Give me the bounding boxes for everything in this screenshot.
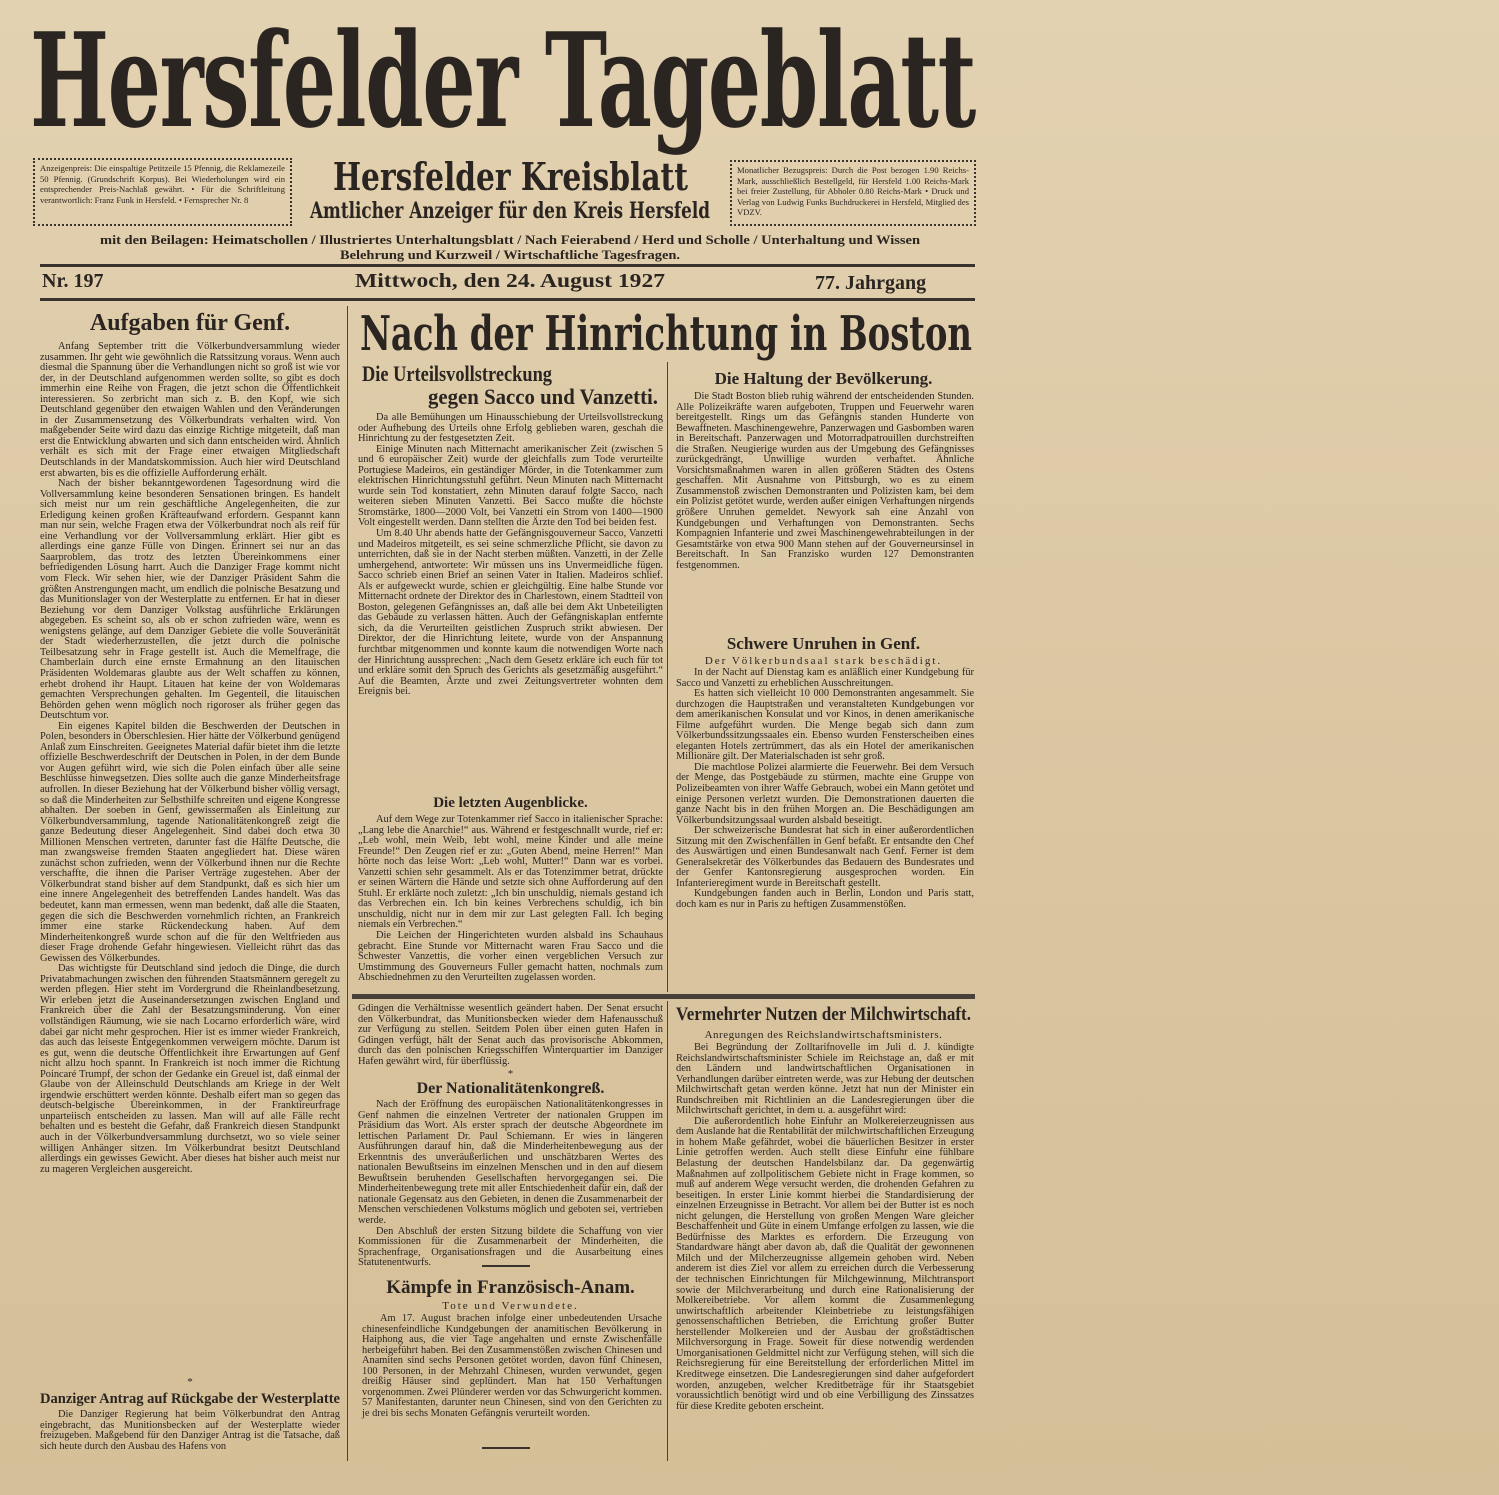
issue-number: Nr. 197	[42, 270, 104, 292]
advertising-price-box: Anzeigenpreis: Die einspaltige Petitzeile 15 Pfennig, die Reklamezeile 50 Pfennig. (Grundschrift Korpus). Bei Wiederholungen wird ein entsprechender Preis-Nachlaß gewährt. • Für die Schriftleitung verantwortlich: Franz Funk in Hersfeld. • Fernsprecher Nr. 8	[33, 158, 292, 226]
subhead-line: Die Urteilsvollstreckung	[362, 361, 552, 386]
divider	[40, 298, 975, 301]
paragraph: In der Nacht auf Dienstag kam es anläßlich einer Kundgebung für Sacco und Vanzetti zu erheblichen Ausschreitungen.	[676, 667, 974, 689]
lead-subhead-1	[362, 362, 662, 386]
divider	[40, 264, 975, 267]
paragraph: Die Stadt Boston blieb ruhig während der entscheidenden Stunden. Alle Polizeikräfte waren aufgeboten, Truppen und Feuerwehr waren bereitgestellt. Rings um das Gefängnis standen Hunderte von Bewaffneten. Maschinengewehre, Panzerwagen und Gasbomben waren in Bereitschaft. Panzerwagen und Motorradpatrouillen durchstreiften die Straßen. Neugierige wurden aus der Umgebung des Gefängnisses zurückgedrängt, Unwillige wurden verhaftet. Ähnliche Vorsichtsmaßnahmen waren in allen größeren Städten des Ostens geschaffen. Mit Ausnahme von Pittsburgh, wo es zu einem Zusammenstoß zwischen Demonstranten und Polizisten kam, bei dem ein Polizist getötet wurde, werden außer einigen Verhaftungen nirgends größere Unruhen gemeldet. Newyork sah eine Anzahl von Kundgebungen und Verhaftungen von Demonstranten. Sechs Kompagnien Infanterie und zwei Maschinengewehrabteilungen in der Gesamtstärke von etwa 900 Mann stehen auf der Gouverneursinsel in Bereitschaft. In San Franzisko wurden 127 Demonstranten festgenommen.	[676, 391, 974, 571]
separator-star: *	[187, 1376, 193, 1388]
issue-date: Mittwoch, den 24. August 1927	[355, 270, 665, 292]
geneva-subtitle: Der Völkerbundsaal stark beschädigt.	[704, 655, 943, 667]
paragraph: Nach der bisher bekanntgewordenen Tagesordnung wird die Vollversammlung keine besonderen Sensationen bringen. Es handelt sich meist nur um rein geschäftliche Angelegenheiten, die zur Erledigung keinen großen Kräfteaufwand erfordern. Gespannt kann man nur sein, welche Fragen etwa der Völkerbundrat noch als reif für eine Verhandlung vor der Vollversammlung erklärt. Hier gibt es allerdings eine ganze Fülle von Dingen. Erinnert sei nur an das Saarproblem, das trotz des letzten Übereinkommens einer befriedigenden Lösung harrt. Auch die Danziger Frage kommt nicht vom Fleck. Wir sehen hier, wie der Danziger Präsident Sahm die größten Anstrengungen macht, um endlich die polnische Besatzung und das Munitionslager von der Westerplatte zu entfernen. Er hat in dieser Beziehung vor dem Danziger Volkstag ausführliche Erklärungen abgegeben. Es scheint so, als ob er schon zufrieden wäre, wenn es wenigstens gelänge, auf dem Danziger Gebiete die volle Souveränität der Stadt wiederherzustellen, die jetzt durch die polnische Teilbesatzung sehr in Frage gestellt ist. Auch die Memelfrage, die Chamberlain durch eine ernste Ermahnung an den litauischen Präsidenten Woldemaras glaubte aus der Welt schaffen zu können, erhebt drohend ihr Haupt. Litauen hat keine der von Woldemaras gemachten Versprechungen gehalten. Im Gegenteil, die litauischen Behörden gehen wenn möglich noch rigoroser als früher gegen das Deutschtum vor.	[40, 478, 340, 722]
geneva-title: Schwere Unruhen in Genf.	[726, 634, 921, 653]
volume-number: 77. Jahrgang	[815, 272, 927, 294]
short-rule	[482, 1447, 530, 1449]
article-title-danzig	[40, 1390, 340, 1408]
column-rule	[667, 1001, 668, 1461]
section-rule	[352, 994, 975, 999]
supplements-line	[100, 231, 920, 245]
tagline: Amtlicher Anzeiger für den Kreis Hersfeld	[310, 198, 710, 224]
supplements-line-2	[340, 246, 680, 260]
danzig-title: Danziger Antrag auf Rückgabe der Westerplatte	[40, 1391, 340, 1407]
lead-body	[358, 413, 663, 793]
lead-headline: Nach der Hinrichtung in Boston	[360, 306, 972, 362]
annam-title: Kämpfe in Französisch-Anam.	[386, 1277, 635, 1298]
paragraph: Der schweizerische Bundesrat hat sich in einer außerordentlichen Sitzung mit den Zwischenfällen in Genf befaßt. Er entsandte den Chef des Auswärtigen und einen Bundesanwalt nach Genf. Ferner ist dem Generalsekretär des Völkerbundes das Bedauern des Bundesrates und der Genfer Kantonsregierung ausgesprochen worden. Ein Infanterieregiment wurde in Bereitschaft gestellt.	[676, 825, 974, 889]
paragraph: Ein eigenes Kapitel bilden die Beschwerden der Deutschen in Polen, besonders in Oberschlesien. Hier hätte der Völkerbund genügend Anlaß zum Einschreiten. Geeignetes Material dafür bietet ihm die letzte offizielle Beschwerdeschrift der Deutschen in Polen, in der dem Bunde vor Augen geführt wird, wie sich die Polen einfach über alle seine Beschlüsse hinwegsetzen. Dies sollte auch die ganze Minderheitsfrage aufrollen. In dieser Beziehung hat der Völkerbund bisher völlig versagt, so daß die Minderheiten zur Selbsthilfe schreiten und eigene Kongresse abhalten. Der soeben in Genf, gewissermaßen als Einleitung zur Völkerbundversammlung, tagende Nationalitätenkongreß zeigt die ganze Bedeutung dieser Angelegenheit. Sind dabei doch etwa 30 Millionen Menschen vertreten, darunter fast die Hälfte Deutsche, die man zwangsweise fremden Staaten angegliedert hat. Diese wären zunächst schon zufrieden, wenn der Völkerbund ihnen nur die Rechte verschaffte, die ihnen die Pariser Verträge zugestehen. Aber der Völkerbundrat stand bisher auf dem Standpunkt, daß es sich hier um eine innere Angelegenheit des betreffenden Landes handelt. Was das bedeutet, kann man ermessen, wenn man bedenkt, daß alle die Staaten, gegen die sich die Beschwerden vornehmlich richten, an Frankreich immer eine starke Rückendeckung haben. Auf dem Minderheitenkongreß wurde schon auf die für den Weltfrieden aus dieser Frage drohende Gefahr hingewiesen. Vielleicht rührt das das Gewissen des Völkerbundes.	[40, 720, 340, 964]
masthead-subtitle	[300, 154, 720, 199]
subhead-line: gegen Sacco und Vanzetti.	[428, 384, 658, 409]
paragraph: Die außerordentlich hohe Einfuhr an Molkereierzeugnissen aus dem Auslande hat die Rentabilität der milchwirtschaftlichen Erzeugung in hohem Maße gefährdet, wobei die bäuerlichen Besitzer in erster Linie getroffen werden. Auch stellt diese Einfuhr eine fühlbare Belastung der deutschen Handelsbilanz dar. Da gegenwärtig Maßnahmen auf zollpolitischem Gebiete nicht in Frage kommen, so muß auf anderem Wege versucht werden, die drohenden Gefahren zu beseitigen. In erster Linie kommt hierbei die Standardisierung der einzelnen Erzeugnisse in Betracht. Vor allem bei der Butter ist es noch nicht gelungen, die Herstellung von großen Mengen Ware gleicher Beschaffenheit und Güte in einem Umfange erfolgen zu lassen, wie die Bedürfnisse des Marktes es erfordern. Die Erzeugung von Standardware hängt aber davon ab, daß die Qualität der gewonnenen Milch und der Milcherzeugnisse allgemein gehoben wird. Neben anderem ist dies Ziel vor allem zu erreichen durch die Verbesserung der technischen Einrichtungen für Milchgewinnung, Milchtransport sowie der Milchverarbeitung und durch eine Rationalisierung der Molkereibetriebe. Vor allem kommt die Zusammenlegung unwirtschaftlich arbeitender Kleinbetriebe zu leistungsfähigen genossenschaftlichen Betrieben, die Errichtung großer Butter herstellender Molkereien und der Ausbau der großstädtischen Milchversorgung in Frage. Soweit für diese notwendig werdenden Umorganisationen Geldmittel nicht zur Verfügung stehen, will sich die Reichsregierung für eine Bereitstellung der erforderlichen Mittel im Kreditwege einsetzen. Die Landesregierungen sind daher aufgefordert worden, anzugeben, welcher Kreditbeträge für ihr Staatsgebiet voraussichtlich benötigt wird und ob eine Verbilligung des Zinssatzes für diese Kredite geboten erscheint.	[676, 1115, 974, 1412]
last-moments-body	[358, 815, 663, 990]
separator-star: *	[507, 1068, 514, 1080]
annam-subtitle: Tote und Verwundete.	[442, 1300, 579, 1312]
issue-date-wrap	[355, 270, 665, 293]
dairy-body	[676, 1043, 974, 1453]
dairy-title: Vermehrter Nutzen der Milchwirtschaft.	[676, 1004, 971, 1025]
paragraph: Bei Begründung der Zolltarifnovelle im Juli d. J. kündigte Reichslandwirtschaftsminister Schiele im Reichstage an, daß er mit den Ländern und landwirtschaftlichen Organisationen in Verhandlungen darüber eintreten werde, was zur Hebung der deutschen Milchwirtschaft getan werden könne. Jetzt hat nun der Minister ein Rundschreiben mit Richtlinien an die Landesregierungen über die Milchwirtschaft gerichtet, in dem u. a. ausgeführt wird:	[676, 1042, 974, 1117]
masthead-title	[30, 4, 975, 157]
geneva-body	[676, 668, 974, 988]
short-rule	[482, 1265, 530, 1267]
paragraph: Es hatten sich vielleicht 10 000 Demonstranten angesammelt. Sie durchzogen die Hauptstraßen und veranstalteten Kundgebungen vor dem amerikanischen Konsulat und vor Kinos, in denen amerikanische Filme aufgeführt wurden. Die Menge begab sich dann zum Völkerbundssitzungssaales ein. Ebenso wurden Fensterscheiben eines eleganten Hotels zertrümmert, das als ein Hotel der amerikanischen Millionäre gilt. Der Materialschaden ist sehr groß.	[676, 688, 974, 763]
newspaper-name: Hersfelder Tageblatt	[30, 4, 975, 157]
paragraph: Das wichtigste für Deutschland sind jedoch die Dinge, die durch Privatabmachungen zwischen den führenden Staatsmännern geregelt zu werden pflegen. Hier steht im Vordergrund die Rheinlandbesetzung. Wir erleben jetzt die Auseinandersetzungen zwischen England und Frankreich über die Zahl der Besatzungsminderung. Von einer vollständigen Räumung, wie sie nach Locarno erforderlich wäre, wird dabei gar nicht mehr gesprochen. Hier ist es immer wieder Frankreich, das auch das leiseste Entgegenkommen verweigern möchte. Darum ist es gut, wenn die deutsche Öffentlichkeit ihre Erwartungen auf Genf nicht allzu hoch spannt. In Frankreich ist noch immer die Richtung Poincaré Trumpf, der schon der Gedanke ein Greuel ist, daß einmal der Glaube von der Alleinschuld Deutschlands am Kriege in der Welt irgendwie erschüttert werden könnte. Deshalb eifert man so gegen das deutsch-belgische Übereinkommen, in der Franktireurfrage unparteiisch entscheiden zu lassen. Man will auf alle Fälle recht behalten und es besteht die Gefahr, daß Frankreich diesen Standpunkt auch in der Völkerbundversammlung durchsetzt, wo so viele seiner willigen Anhänger sitzen. Im Völkerbundrat besitzt Deutschland allerdings ein gewisses Gewicht. Aber dieses hat bisher auch meist nur zu mageren Vergleichen ausgereicht.	[40, 963, 340, 1175]
column-rule	[347, 306, 348, 1461]
paragraph: Anfang September tritt die Völkerbundversammlung wieder zusammen. Ihr geht wie gewöhnlich die Ratssitzung voraus. Wenn auch diesmal die Spannung über die Verhandlungen nicht so groß ist wie vor der, in der Deutschland aufgenommen werden sollte, so gibt es doch immerhin eine Reihe von Fragen, die jetzt schon die Öffentlichkeit interessieren. So zerbricht man sich z. B. den Kopf, wie sich Deutschland gegenüber den etwaigen Wahlen und den Veränderungen in der Zusammensetzung des Völkerbundrats verhalten wird. Von maßgebender Seite wird dazu das einzige Richtige mitgeteilt, daß man erst die Entwicklung abwarten und sich dann entscheiden wird. Ähnlich verhält es sich mit der Frage einer etwaigen Mitgliedschaft Deutschlands in der Mandatskommission. Auch hier wird Deutschland erst abwarten, bis es die offizielle Aufforderung erhält.	[40, 341, 340, 479]
dairy-subtitle: Anregungen des Reichslandwirtschaftsministers.	[704, 1029, 943, 1041]
danzig-continued	[358, 1004, 663, 1068]
paragraph: Um 8.40 Uhr abends hatte der Gefängnisgouverneur Sacco, Vanzetti und Madeiros mitgeteilt, es sei seine schmerzliche Pflicht, sie davon zu unterrichten, daß sie in der Nacht sterben müßten. Vanzetti, in der Zelle umhergehend, antwortete: Wir müssen uns ins Unvermeidliche fügen. Sacco schrieb einen Brief an seinen Vater in Italien. Madeiros schlief. Als er aufgeweckt wurde, schien er gleichgültig. Eine halbe Stunde vor Mitternacht ordnete der Direktor des in Charlestown, einem Stadtteil von Boston, gelegenen Gefängnisses an, daß alle bei dem Akt Unbeteiligten das Gebäude zu verlassen hätten. Auch der Gefängniskaplan entfernte sich, da die Verurteilten geistlichen Zuspruch strikt abwiesen. Der Direktor, der die Hinrichtung leitete, wurde von der Anspannung furchtbar mitgenommen und konnte kaum die notwendigen Worte nach der Hinrichtung aussprechen: „Nach dem Gesetz erkläre ich euch für tot und erkläre somit den Spruch des Gerichts als gesetzmäßig ausgeführt.“ Auf die Beamten, Ärzte und zwei Zeitungsvertreter wohnten dem Ereignis bei.	[358, 528, 663, 698]
paragraph: Gdingen die Verhältnisse wesentlich geändert haben. Der Senat ersucht den Völkerbundrat, das Munitionsbecken wieder dem Hafenausschuß zur Verfügung zu stellen. Seitdem Polen über einen guten Hafen in Gdingen verfügt, hält der Senat auch das provisorische Abkommen, durch das den polnischen Kriegsschiffen Winterquartier im Danziger Hafen gewährt wird, für überflüssig.	[358, 1003, 663, 1067]
paragraph: Da alle Bemühungen um Hinausschiebung der Urteilsvollstreckung oder Aufhebung des Urteils ohne Erfolg geblieben waren, geschah die Hinrichtung zu der festgesetzten Zeit.	[358, 412, 663, 445]
annam-body	[362, 1314, 662, 1442]
paragraph: Auf dem Wege zur Totenkammer rief Sacco in italienischer Sprache: „Lang lebe die Anarchie!“ aus. Während er festgeschnallt wurde, rief er: „Leb wohl, mein Weib, lebt wohl, meine Kinder und alle meine Freunde!“ Den Zeugen rief er zu: „Guten Abend, meine Herren!“ Man hörte noch das leise Wort: „Leb wohl, Mutter!“ Dann war es vorbei. Vanzetti schien sehr gesammelt. Als er das Totenzimmer betrat, drückte er seinen Wärtern die Hände und setzte sich ohne Aufforderung auf den Stuhl. Er erklärte noch zuletzt: „Ich bin unschuldig, niemals gestand ich das Verbrechen ein. Ich bin keines Verbrechens schuldig, ich bin unschuldig, nicht nur in dem mir zur Last gelegten Fall. Ich beging niemals ein Verbrechen.“	[358, 814, 663, 931]
paragraph: Die machtlose Polizei alarmierte die Feuerwehr. Bei dem Versuch der Menge, das Postgebäude zu stürmen, machte eine Gruppe von Polizeibeamten von ihrer Waffe Gebrauch, wobei ein Mann getötet und einige Personen verletzt wurden. Die Demonstrationen dauerten die ganze Nacht bis in den frühen Morgen an. Die Beschädigungen am Völkerbundsitzungssaal wurden alsbald beseitigt.	[676, 761, 974, 826]
paragraph: Die Danziger Regierung hat beim Völkerbundrat den Antrag eingebracht, das Munitionsbecken auf der Westerplatte wieder freizugeben. Maßgebend für den Danziger Antrag ist die Tatsache, daß sich heute durch den Ausbau des Hafens von	[40, 1409, 340, 1452]
congress-body	[358, 1099, 663, 1269]
dairy-title-wrap	[676, 1004, 974, 1026]
article-body-aufgaben	[40, 342, 340, 1374]
paragraph: Am 17. August brachen infolge einer unbedeutenden Ursache chinesenfeindliche Kundgebungen der anamitischen Bevölkerung in Haiphong aus, die vier Tage angehalten und ernste Zwischenfälle herbeigeführt haben. Bei den Zusammenstößen zwischen Chinesen und Anamiten sind sechs Personen getötet worden, davon fünf Chinesen, 100 Personen, in der Mehrzahl Chinesen, wurden verwundet, gegen dreißig Häuser sind geplündert. Man hat 150 Verhaftungen vorgenommen. Zwei Plünderer werden vor das Schwurgericht kommen. 57 Manifestanten, darunter neun Chinesen, sind von den Gerichten zu je drei bis sechs Monaten Gefängnis verurteilt worden.	[362, 1313, 663, 1419]
paragraph: Kundgebungen fanden auch in Berlin, London und Paris statt, doch kam es nur in Paris zu heftigen Zusammenstößen.	[676, 888, 974, 911]
last-moments-title: Die letzten Augenblicke.	[433, 795, 588, 811]
attitude-title: Die Haltung der Bevölkerung.	[714, 369, 933, 388]
paragraph: Nach der Eröffnung des europäischen Nationalitätenkongresses in Genf nahmen die einzelnen Vertreter der nationalen Gruppen im Präsidium das Wort. Als erster sprach der deutsche Abgeordnete im lettischen Parlament Dr. Paul Schiemann. Er wies in längeren Ausführungen darauf hin, daß die Minderheitenbewegung aus der Erkenntnis des unveräußerlichen und unschätzbaren Wertes des nationalen Bewußtseins im einzelnen Menschen und in den auf diesem Bewußtsein beruhenden Gesellschaften hervorgegangen sei. Die Minderheitenbewegung trete mit aller Entschiedenheit dafür ein, daß der nationale Gegensatz aus den Gebieten, in denen die Zusammenarbeit der Menschen verschiedenen Volkstums möglich und geboten sei, vertrieben werde.	[358, 1099, 663, 1227]
paragraph: Einige Minuten nach Mitternacht amerikanischer Zeit (zwischen 5 und 6 europäischer Zeit) wurde der gleichfalls zum Tode verurteilte Portugiese Madeiros, ein geständiger Mörder, in die Totenkammer zum elektrischen Hinrichtungsstuhl geführt. Neun Minuten nach Mitternacht wurde sein Tod konstatiert, zehn Minuten darauf folgte Sacco, nach weiteren sieben Minuten Vanzetti. Bei Sacco mußte die höchste Stromstärke, 1800—2000 Volt, bei Vanzetti ein Strom von 1400—1900 Volt eingestellt werden. Dann stellten die Ärzte den Tod bei beiden fest.	[358, 443, 663, 529]
lead-headline-wrap	[360, 306, 975, 362]
congress-title: Der Nationalitätenkongreß.	[416, 1080, 605, 1097]
article-title-aufgaben: Aufgaben für Genf.	[89, 310, 291, 336]
supplements-text: mit den Beilagen: Heimatschollen / Illustriertes Unterhaltungsblatt / Nach Feierabend / Herd und Scholle / Unterhaltung und Wissen	[100, 232, 921, 247]
column-rule	[667, 362, 668, 992]
subscription-price-box: Monatlicher Bezugspreis: Durch die Post bezogen 1.90 Reichs-Mark, ausschließlich Bestellgeld, für Hersfeld 1.00 Reichs-Mark bei freier Zustellung, für Abholer 0.80 Reichs-Mark • Druck und Verlag von Ludwig Funks Buchdruckerei in Hersfeld, Mitglied des VDZV.	[730, 160, 976, 226]
article-body-danzig	[40, 1410, 340, 1454]
lead-subhead-2	[428, 385, 663, 409]
supplements-text-2: Belehrung und Kurzweil / Wirtschaftliche Tagesfragen.	[340, 247, 680, 262]
paragraph: Die Leichen der Hingerichteten wurden alsbald ins Schauhaus gebracht. Eine Stunde vor Mitternacht waren Frau Sacco und die Schwester Vanzettis, die vorher einen vergeblichen Versuch zur Umstimmung des Gouverneurs Fuller gemacht hatten, nochmals zum Abschiednehmen zu den Verurteilten zugelassen worden.	[358, 930, 663, 984]
masthead-tagline	[310, 198, 710, 224]
attitude-body	[676, 392, 974, 614]
paragraph: Den Abschluß der ersten Sitzung bildete die Schaffung von vier Kommissionen für die Zusammenarbeit der Minderheiten, die Sprachenfrage, Organisationsfragen und die Ausarbeitung eines Statutenentwurfs.	[358, 1225, 663, 1269]
kreisblatt-title: Hersfelder Kreisblatt	[332, 154, 688, 199]
